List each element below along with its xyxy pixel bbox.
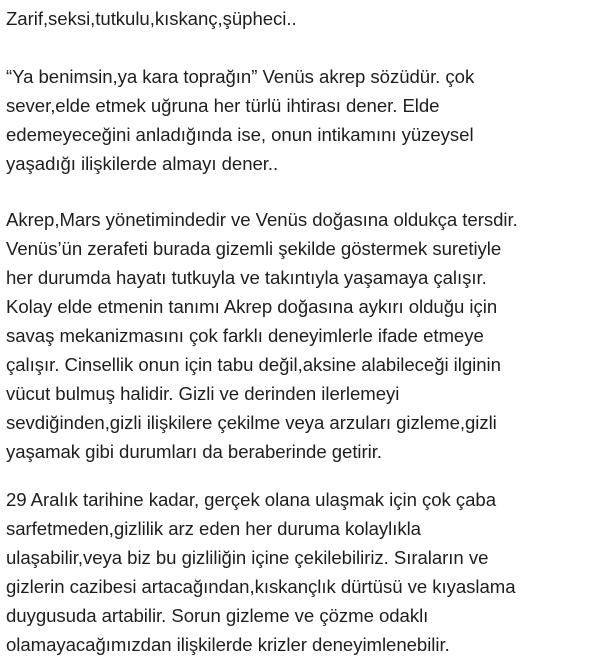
text-line: edemeyeceğini anladığında ise, onun intikamını yüzeysel	[6, 124, 474, 145]
paragraph-december	[6, 485, 516, 659]
paragraph-quote	[6, 62, 474, 178]
text-line: yaşadığı ilişkilerde almayı dener..	[6, 153, 279, 174]
paragraph-intro	[6, 4, 297, 33]
text-line: ulaşabilir,veya biz bu gizliliğin içine çekilebiliriz. Sıraların ve	[6, 547, 489, 568]
text-line: sevdiğinden,gizli ilişkilere çekilme veya arzuları gizleme,gizli	[6, 412, 497, 433]
text-line: Venüs’ün zerafeti burada gizemli şekilde göstermek suretiyle	[6, 238, 502, 259]
text-line: Akrep,Mars yönetimindedir ve Venüs doğasına oldukça tersdir.	[6, 209, 518, 230]
text-line: sarfetmeden,gizlilik arz eden her duruma kolaylıkla	[6, 518, 421, 539]
text-line: gizlerin cazibesi artacağından,kıskançlık dürtüsü ve kıyaslama	[6, 576, 516, 597]
text-line: sever,elde etmek uğruna her türlü ihtirası dener. Elde	[6, 95, 440, 116]
text-line: duygusuda artabilir. Sorun gizleme ve çözme odaklı	[6, 605, 429, 626]
text-line: Kolay elde etmenin tanımı Akrep doğasına aykırı olduğu için	[6, 296, 498, 317]
paragraph-mars	[6, 205, 518, 466]
text-line: yaşamak gibi durumları da beraberinde getirir.	[6, 441, 382, 462]
text-line: her durumda hayatı tutkuyla ve takıntıyla yaşamaya çalışır.	[6, 267, 487, 288]
text-line: vücut bulmuş halidir. Gizli ve derinden ilerlemeyi	[6, 383, 400, 404]
text-line: Zarif,seksi,tutkulu,kıskanç,şüpheci..	[6, 8, 297, 29]
text-line: çalışır. Cinsellik onun için tabu değil,aksine alabileceği ilginin	[6, 354, 501, 375]
text-line: olamayacağımızdan ilişkilerde krizler deneyimlenebilir.	[6, 634, 450, 655]
text-line: “Ya benimsin,ya kara toprağın” Venüs akrep sözüdür. çok	[6, 66, 475, 87]
text-line: 29 Aralık tarihine kadar, gerçek olana ulaşmak için çok çaba	[6, 489, 497, 510]
text-line: savaş mekanizmasını çok farklı deneyimlerle ifade etmeye	[6, 325, 484, 346]
